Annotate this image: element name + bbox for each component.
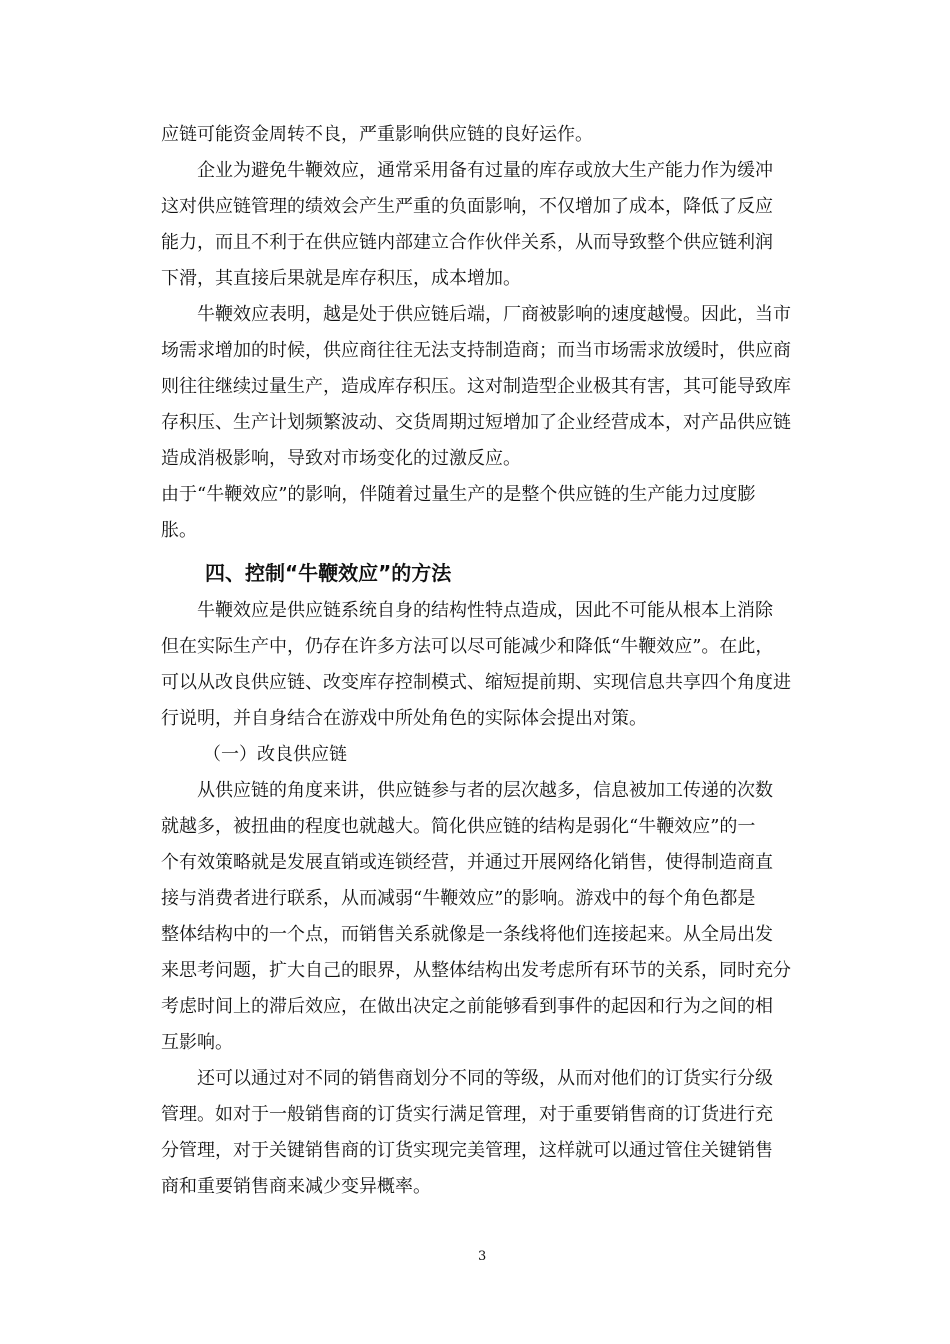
text-line: 就越多，被扭曲的程度也就越大。简化供应链的结构是弱化“牛鞭效应”的一 [161, 816, 756, 837]
text-line: 场需求增加的时候，供应商往往无法支持制造商；而当市场需求放缓时，供应商 [161, 340, 791, 361]
text-line: 应链可能资金周转不良，严重影响供应链的良好运作。 [161, 124, 593, 145]
text-line: 则往往继续过量生产，造成库存积压。这对制造型企业极其有害，其可能导致库 [161, 376, 791, 397]
text-line: 造成消极影响，导致对市场变化的过激反应。 [161, 448, 521, 469]
text-line: 商和重要销售商来减少变异概率。 [161, 1176, 431, 1197]
text-line: 可以从改良供应链、改变库存控制模式、缩短提前期、实现信息共享四个角度进 [161, 672, 791, 693]
text-line: 牛鞭效应是供应链系统自身的结构性特点造成，因此不可能从根本上消除 [197, 600, 773, 621]
text-line: 这对供应链管理的绩效会产生严重的负面影响，不仅增加了成本，降低了反应 [161, 196, 773, 217]
text-line: 下滑，其直接后果就是库存积压，成本增加。 [161, 268, 521, 289]
text-line: 企业为避免牛鞭效应，通常采用备有过量的库存或放大生产能力作为缓冲 [197, 160, 773, 181]
text-line: 接与消费者进行联系，从而减弱“牛鞭效应”的影响。游戏中的每个角色都是 [161, 888, 756, 909]
text-line: 行说明，并自身结合在游戏中所处角色的实际体会提出对策。 [161, 708, 647, 729]
text-line: 胀。 [161, 520, 197, 541]
text-line: 分管理，对于关键销售商的订货实现完美管理，这样就可以通过管住关键销售 [161, 1140, 773, 1161]
text-line: 由于“牛鞭效应”的影响，伴随着过量生产的是整个供应链的生产能力过度膨 [161, 484, 756, 505]
page-number: 3 [478, 1249, 487, 1264]
text-line: 还可以通过对不同的销售商划分不同的等级，从而对他们的订货实行分级 [197, 1068, 773, 1089]
text-line: 能力，而且不利于在供应链内部建立合作伙伴关系，从而导致整个供应链利润 [161, 232, 773, 253]
subsection-heading: （一）改良供应链 [203, 744, 347, 765]
section-heading: 四、控制“牛鞭效应”的方法 [205, 561, 452, 585]
text-line: 但在实际生产中，仍存在许多方法可以尽可能减少和降低“牛鞭效应”。在此， [161, 636, 774, 657]
text-line: 互影响。 [161, 1032, 233, 1053]
text-line: 考虑时间上的滞后效应，在做出决定之前能够看到事件的起因和行为之间的相 [161, 996, 773, 1017]
text-line: 个有效策略就是发展直销或连锁经营，并通过开展网络化销售，使得制造商直 [161, 852, 773, 873]
text-line: 来思考问题，扩大自己的眼界，从整体结构出发考虑所有环节的关系，同时充分 [161, 960, 791, 981]
text-line: 管理。如对于一般销售商的订货实行满足管理，对于重要销售商的订货进行充 [161, 1104, 773, 1125]
text-line: 牛鞭效应表明，越是处于供应链后端，厂商被影响的速度越慢。因此，当市 [197, 304, 791, 325]
text-line: 存积压、生产计划频繁波动、交货周期过短增加了企业经营成本，对产品供应链 [161, 412, 791, 433]
text-line: 整体结构中的一个点，而销售关系就像是一条线将他们连接起来。从全局出发 [161, 924, 773, 945]
text-line: 从供应链的角度来讲，供应链参与者的层次越多，信息被加工传递的次数 [197, 780, 773, 801]
